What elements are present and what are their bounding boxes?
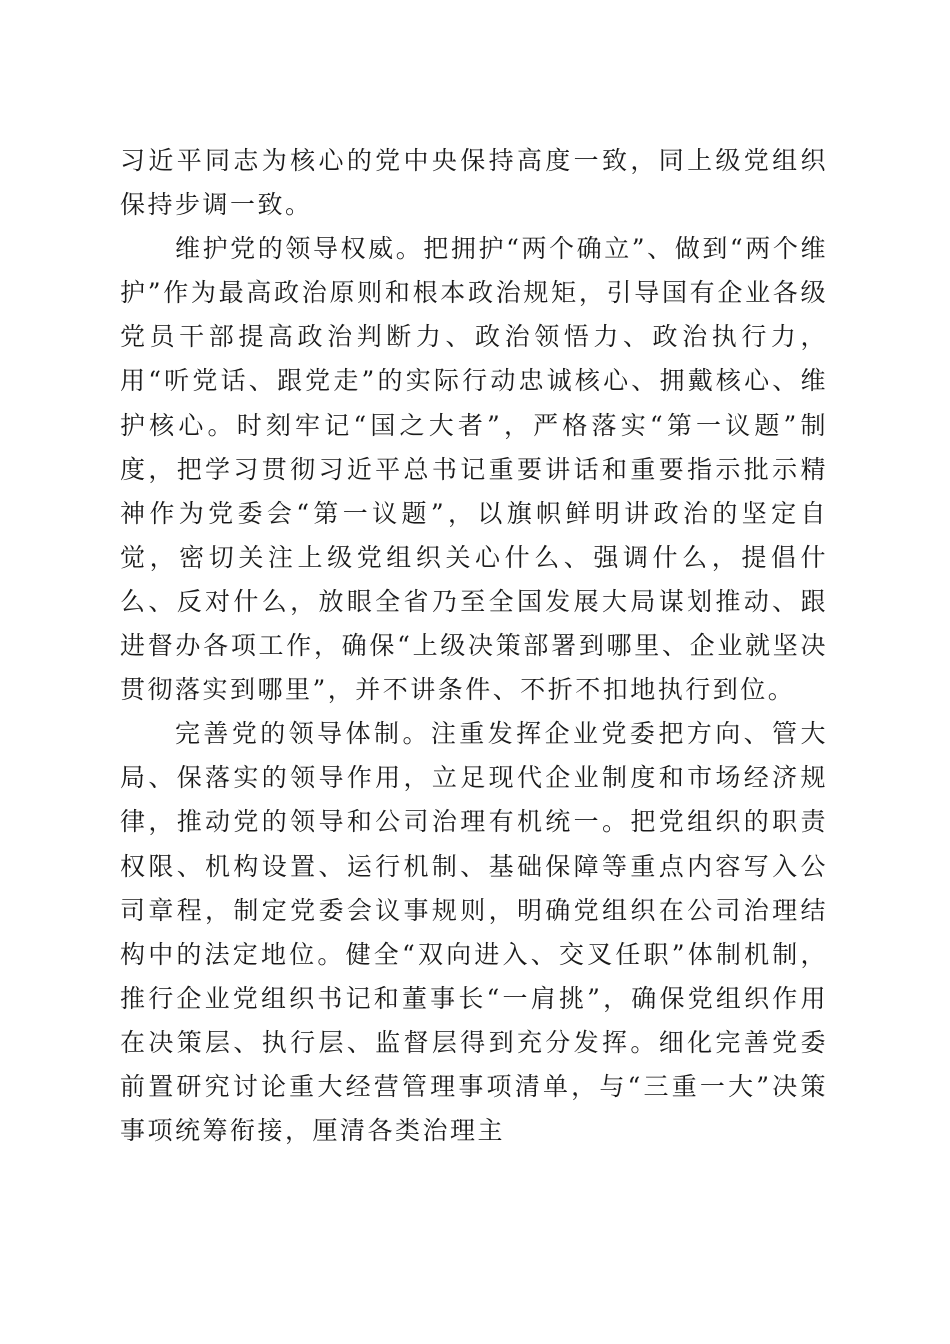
paragraph-improve-system: 完善党的领导体制。注重发挥企业党委把方向、管大局、保落实的领导作用，立足现代企业制度和市场经济规律，推动党的领导和公司治理有机统一。把党组织的职责权限、机构设置、运行机制、基础保障等重点内容写入公司章程，制定党委会议事规则，明确党组织在公司治理结构中的法定地位。健全“双向进入、交叉任职”体制机制，推行企业党组织书记和董事长“一肩挑”，确保党组织作用在决策层、执行层、监督层得到充分发挥。细化完善党委前置研究讨论重大经营管理事项清单，与“三重一大”决策事项统筹衔接，厘清各类治理主 <box>120 719 828 1146</box>
body-text <box>120 139 828 1153</box>
paragraph-continuation: 习近平同志为核心的党中央保持高度一致，同上级党组织保持步调一致。 <box>120 146 828 220</box>
paragraph-maintain-authority: 维护党的领导权威。把拥护“两个确立”、做到“两个维护”作为最高政治原则和根本政治规矩，引导国有企业各级党员干部提高政治判断力、政治领悟力、政治执行力，用“听党话、跟党走”的实际行动忠诚核心、拥戴核心、维护核心。时刻牢记“国之大者”，严格落实“第一议题”制度，把学习贯彻习近平总书记重要讲话和重要指示批示精神作为党委会“第一议题”，以旗帜鲜明讲政治的坚定自觉，密切关注上级党组织关心什么、强调什么，提倡什么、反对什么，放眼全省乃至全国发展大局谋划推动、跟进督办各项工作，确保“上级决策部署到哪里、企业就坚决贯彻落实到哪里”，并不讲条件、不折不扣地执行到位。 <box>120 234 828 705</box>
